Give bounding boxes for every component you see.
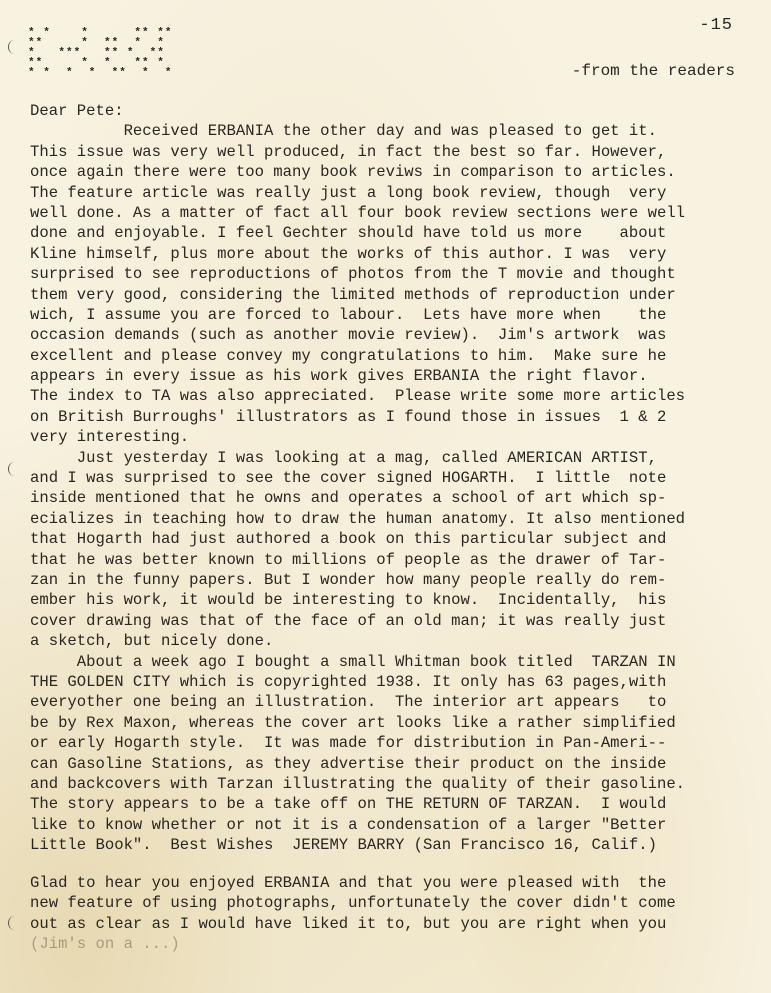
letter-line: occasion demands (such as another movie review). Jim's artwork was [30,326,667,345]
letter-line: Received ERBANIA the other day and was pleased to get it. [30,122,657,141]
letter-line: appears in every issue as his work gives ERBANIA the right flavor. [30,367,648,386]
margin-mark [8,916,21,930]
letter-line: on British Burroughs' illustrators as I found those in issues 1 & 2 [30,407,667,426]
letter-line: This issue was very well produced, in fact the best so far. However, [30,142,667,161]
letter-line: Just yesterday I was looking at a mag, called AMERICAN ARTIST, [30,448,657,467]
letter-line: done and enjoyable. I feel Gechter should have told us more about [30,224,667,243]
letter-line: THE GOLDEN CITY which is copyrighted 1938. It only has 63 pages,with [30,672,667,691]
letter-line: Kline himself, plus more about the works of this author. I was very [30,244,667,263]
section-label: -from the readers [571,62,735,80]
margin-mark [8,462,21,476]
letter-line: a sketch, but nicely done. [30,632,274,651]
letter-line: surprised to see reproductions of photos from the T movie and thought [30,265,676,284]
letter-line: everyother one being an illustration. The interior art appears to [30,693,667,712]
letter-line: ecializes in teaching how to draw the human anatomy. It also mentioned [30,509,686,528]
letter-line: wich, I assume you are forced to labour. Lets have more when the [30,305,667,324]
reply-line: Glad to hear you enjoyed ERBANIA and that you were pleased with the [30,874,667,892]
letter-line: like to know whether or not it is a condensation of a larger "Better [30,815,667,834]
reply-line: new feature of using photographs, unfortunately the cover didn't come [30,894,676,913]
letter-line: The feature article was really just a long book review, though very [30,183,667,202]
letter-line: cover drawing was that of the face of an old man; it was really just [30,611,667,630]
letter-line: zan in the funny papers. But I wonder how many people really do rem- [30,570,667,589]
letter-line: can Gasoline Stations, as they advertise their product on the inside [30,754,667,773]
letter-line: Dear Pete: [30,102,124,120]
letter-line: that he was better known to millions of people as the drawer of Tar- [30,550,667,569]
letter-line: or early Hogarth style. It was made for distribution in Pan-Ameri-- [30,734,667,753]
reply-line: out as clear as I would have liked it to, but you are right when you [30,914,667,933]
letter-line: The index to TA was also appreciated. Please write some more articles [30,387,686,406]
letter-line: inside mentioned that he owns and operates a school of art which sp- [30,489,667,508]
letter-line: that Hogarth had just authored a book on this particular subject and [30,530,667,549]
letter-line: them very good, considering the limited methods of reproduction under [30,285,676,304]
letter-line: and I was surprised to see the cover signed HOGARTH. I little note [30,469,667,488]
page-number: -15 [699,16,733,35]
editor-reply [30,873,742,955]
letter-line: excellent and please convey my congratulations to him. Make sure he [30,346,667,365]
margin-mark [8,40,21,54]
letter-body [30,101,742,855]
letter-line: and backcovers with Tarzan illustrating the quality of their gasoline. [30,774,686,793]
letter-line: very interesting. [30,428,190,447]
reply-faded-line: (Jim's on a ...) [30,935,180,954]
letter-line: The story appears to be a take off on THE RETURN OF TARZAN. I would [30,795,667,814]
letter-line: well done. As a matter of fact all four book review sections were well [30,203,686,222]
letter-line: Little Book". Best Wishes JEREMY BARRY (San Francisco 16, Calif.) [30,836,657,855]
letter-line: be by Rex Maxon, whereas the cover art looks like a rather simplified [30,713,676,732]
erb-dom-logo: * * * ** ** ** * ** * * * *** ** * ** ** * * ** * * * * * ** * * [28,27,173,79]
letter-line: About a week ago I bought a small Whitman book titled TARZAN IN [30,652,676,671]
letter-line: once again there were too many book reviws in comparison to articles. [30,163,676,182]
letter-line: ember his work, it would be interesting to know. Incidentally, his [30,591,667,610]
